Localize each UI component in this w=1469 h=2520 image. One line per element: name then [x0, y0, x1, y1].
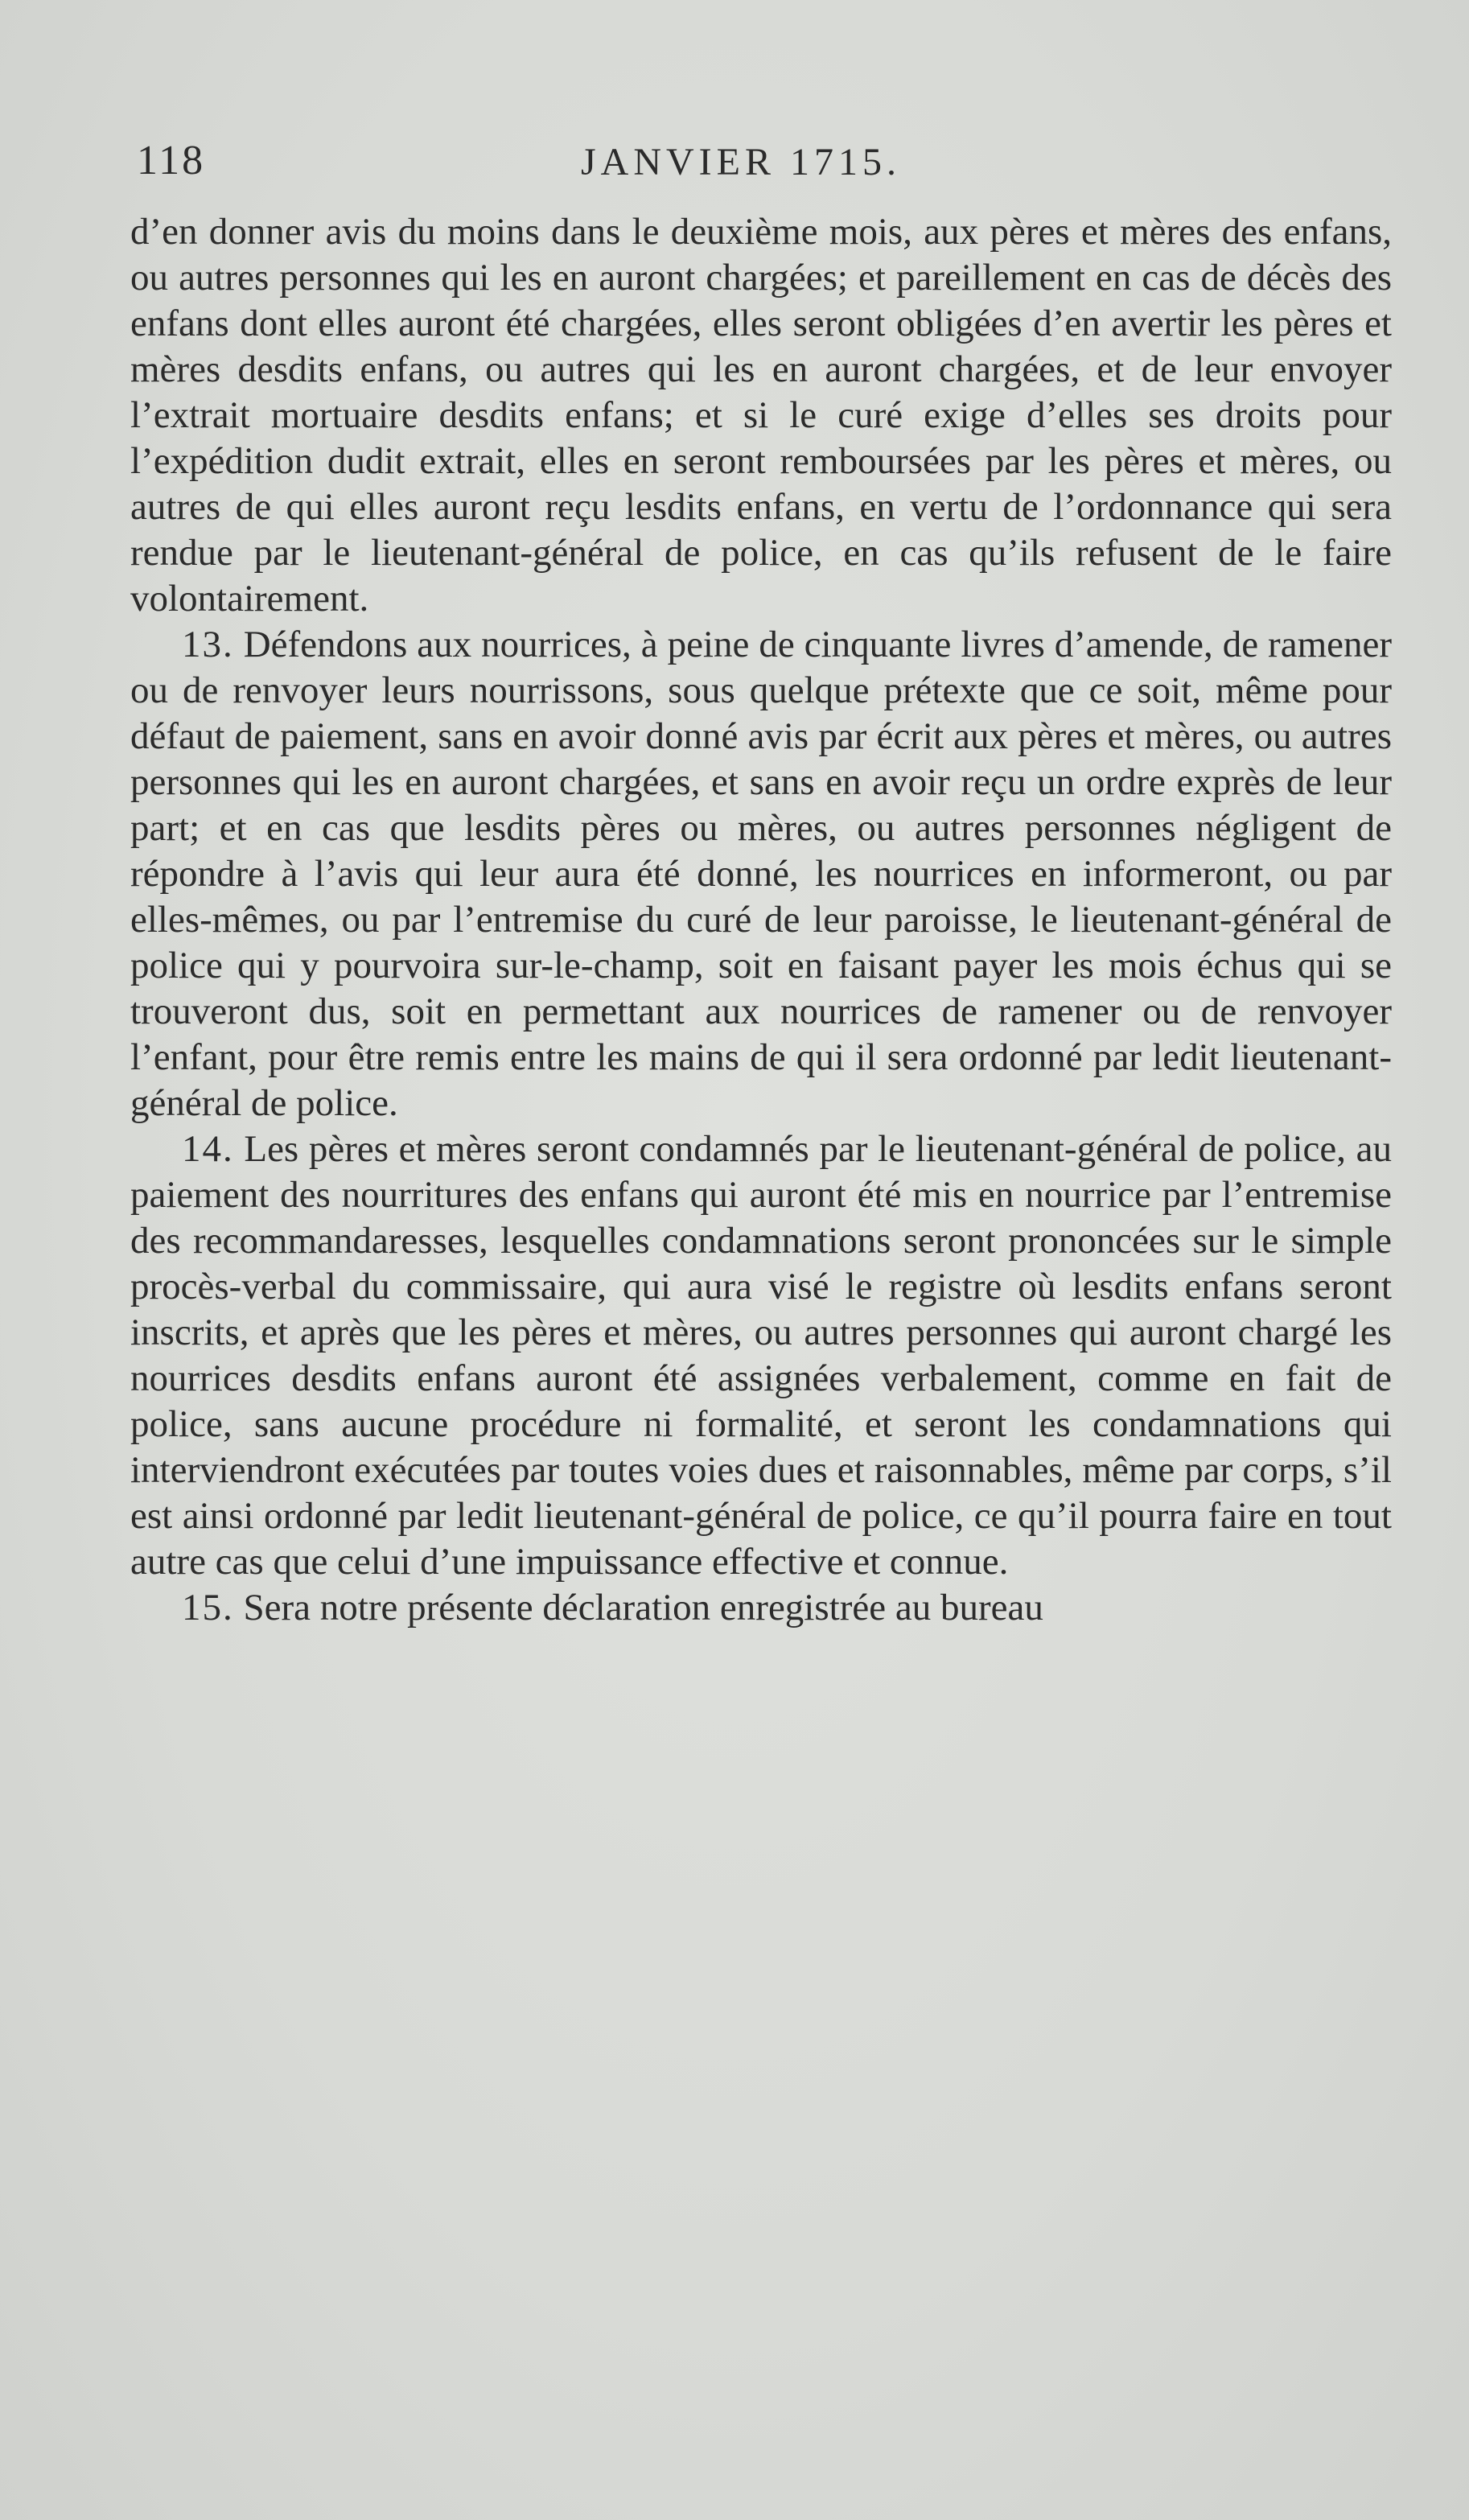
article-number: 15.: [182, 1587, 234, 1629]
article-number: 13.: [182, 624, 234, 665]
paragraph-continuation: [130, 209, 1392, 622]
article-text: Défendons aux nourrices, à peine de cinquante livres d’amende, de ramener ou de renvoyer leurs nourrissons, sous quelque prétexte que ce soit, même pour défaut de paiement, sans en avoir donné avis par écrit aux pères et mères, ou autres personnes qui les en auront chargées, et sans en avoir reçu un ordre exprès de leur part; et en cas que lesdits pères ou mères, ou autres personnes négligent de répondre à l’avis qui leur aura été donné, les nourrices en informeront, ou par elles-mêmes, ou par l’entremise du curé de leur paroisse, le lieutenant-général de police qui y pourvoira sur-le-champ, soit en faisant payer les mois échus qui se trouveront dus, soit en permettant aux nourrices de ramener ou de renvoyer l’enfant, pour être remis entre les mains de qui il sera ordonné par ledit lieutenant-général de police.: [130, 624, 1393, 1124]
running-title: JANVIER 1715.: [581, 141, 901, 183]
page-number: 118: [137, 138, 206, 183]
article-text: Les pères et mères seront condamnés par le lieutenant-général de police, au paiement des nourritures des enfans qui auront été mis en nourrice par l’entremise des recommandaresses, lesquelles condamnations seront prononcées sur le simple procès-verbal du commissaire, qui aura visé le registre où lesdits enfans seront inscrits, et après que les pères et mères, ou autres personnes qui auront chargé les nourrices desdits enfans auront été assignées verbalement, comme en fait de police, sans aucune procédure ni formalité, et seront les condamnations qui interviendront exécutées par toutes voies dues et raisonnables, même par corps, s’il est ainsi ordonné par ledit lieutenant-général de police, ce qu’il pourra faire en tout autre cas que celui d’une impuissance effective et connue.: [130, 1128, 1392, 1583]
article-number: 14.: [182, 1128, 234, 1170]
paragraph-text: d’en donner avis du moins dans le deuxième mois, aux pères et mères des enfans, ou autres personnes qui les en auront chargées; et pareillement en cas de décès des enfans dont elles auront été chargées, elles seront obligées d’en avertir les pères et mères desdits enfans, ou autres qui les en auront chargées, et de leur envoyer l’extrait mortuaire desdits enfans; et si le curé exige d’elles ses droits pour l’expédition dudit extrait, elles en seront remboursées par les pères et mères, ou autres de qui elles auront reçu lesdits enfans, en vertu de l’ordonnance qui sera rendue par le lieutenant-général de police, en cas qu’ils refusent de le faire volontairement.: [130, 211, 1392, 620]
article-text: Sera notre présente déclaration enregistrée au bureau: [243, 1587, 1043, 1629]
article-14: [130, 1126, 1392, 1585]
running-head: [130, 137, 1385, 193]
body-text: [130, 209, 1392, 1631]
article-15: [130, 1585, 1392, 1631]
article-13: [130, 622, 1392, 1126]
